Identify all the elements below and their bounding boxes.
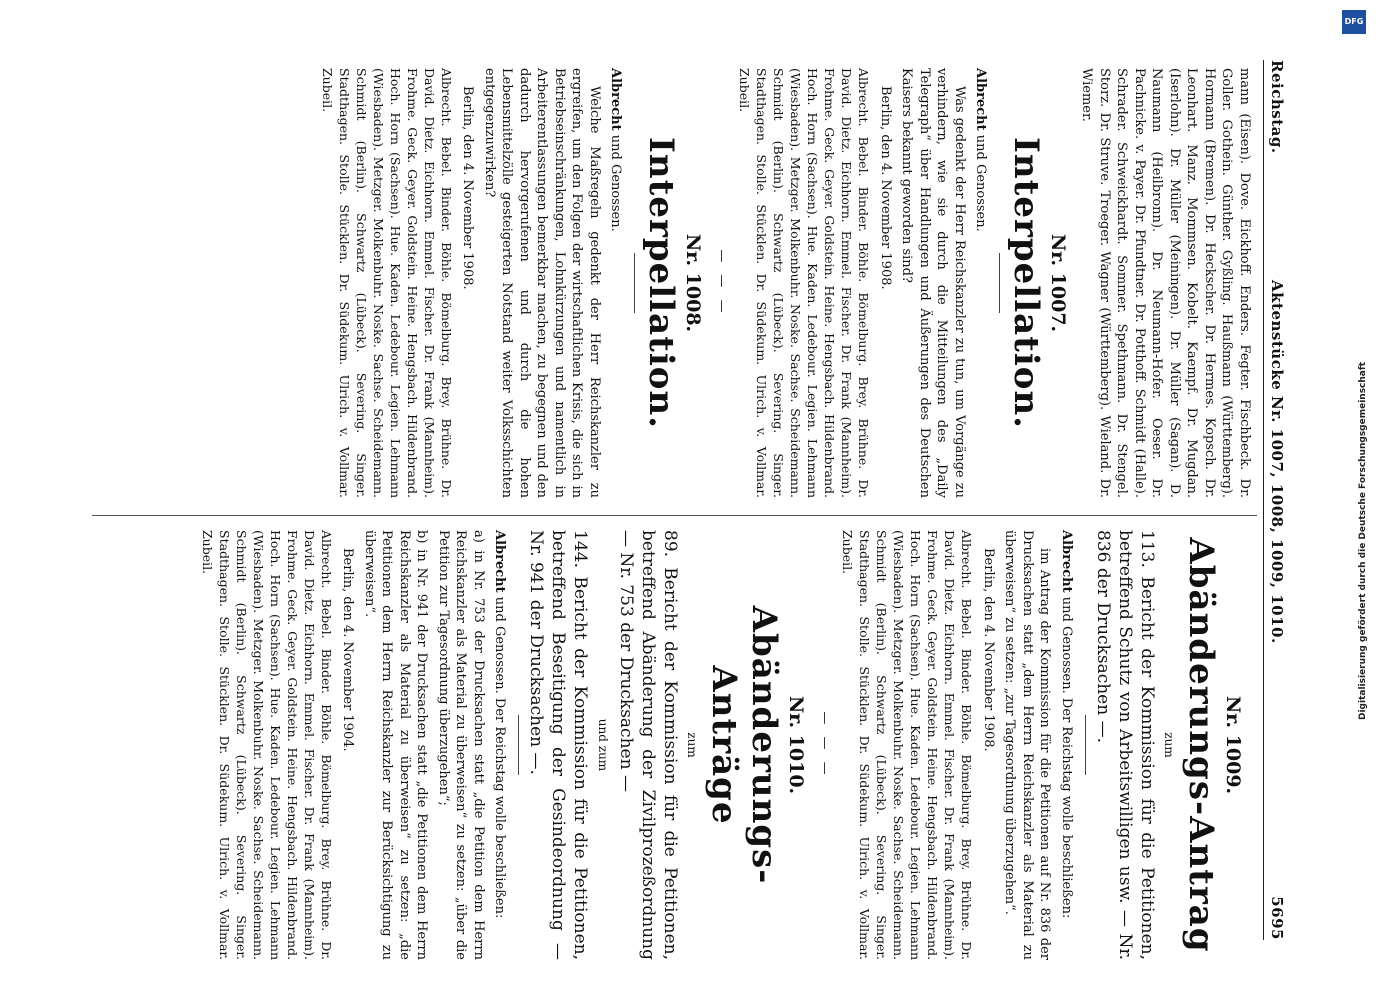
running-header xyxy=(1263,60,1288,940)
lead-rest: und Genossen. xyxy=(608,130,624,232)
movers xyxy=(491,530,509,960)
movers xyxy=(607,68,625,498)
movers xyxy=(972,68,990,498)
section-title: Abänderungs-Antrag xyxy=(1181,537,1222,953)
member-list-continued: mann (Eisen). Dove. Eickhoff. Enders. Fegter. Fischbeck. Dr. Goller. Gothein. Günther. Gyßling. Haußmann (Württemberg). Hormann (Bremen). Dr. Heckscher. Dr. Hermes. Kopsch. Dr. Leonhart. Manz. Mommsen. Kobelt. Kaempf. Dr. Mugdan. (Iserlohn). Dr. Müller (Meiningen). Dr. Müller (Sagan). D. Naumann (Heilbronn). Dr. Neumann-Hofer. Oeser. Dr. Pachnicke. v. Payer. Dr. Pfundtner. Dr. Potthoff. Schmidt (Halle). Schrader. Schweickhardt. Sommer. Spethmann. Dr. Stengel. Storz. Dr. Struve. Troeger. Wagner (Württemberg). Wieland. Dr. Wiemer. xyxy=(1079,68,1252,498)
report-subject: 144. Bericht der Kommission für die Petitionen, betreffend Beseitigung der Gesindeordnung — Nr. 941 der Drucksachen —. xyxy=(526,530,591,960)
section-title: Interpellation. xyxy=(641,137,682,429)
lead-name: Albrecht xyxy=(608,68,624,131)
signatories: Albrecht. Bebel. Binder. Böhle. Bömelburg. Brey. Brühne. Dr. David. Dietz. Eichhorn. Emmel. Fischer. Dr. Frank (Mannheim). Frohme. Geck. Geyer. Goldstein. Heine. Hengsbach. Hildenbrand. Hoch. Horn (Sachsen). Hue. Kaden. Ledebour. Legien. Lehmann (Wiesbaden). Metzger. Molkenbuhr. Noske. Sachse. Scheidemann. Schmidt (Berlin). Schwartz (Lübeck). Severing. Singer. Stadthagen. Stolle. Stücklen. Dr. Südekum. Ulrich. v. Vollmar. Zubeil. xyxy=(200,530,334,960)
date-line: Berlin, den 4. November 1908. xyxy=(981,548,996,752)
section-number: Nr. 1007. xyxy=(1047,233,1069,333)
short-rule xyxy=(1085,715,1086,775)
page-number: 5695 xyxy=(1268,896,1286,940)
motion-text: im Antrag der Kommission für die Petitionen auf Nr. 836 der Drucksachen statt „dem Herrn Reichskanzler als Material zu überweisen“ zu setzen: „zur Tagesordnung überzugehen“. xyxy=(1002,530,1053,960)
header-left: Reichstag. xyxy=(1268,60,1286,154)
column-divider xyxy=(92,515,1257,516)
interpellation-text: Was gedenkt der Herr Reichskanzler zu tun, um Vorgänge zu verhindern, wie sie durch die Mitteilungen des „Daily Telegraph“ über Handlungen und Äußerungen des Deutschen Kaisers bekannt geworden sind? xyxy=(899,68,967,498)
report-subject: 89. Bericht der Kommission für die Petitionen, betreffend Abänderung der Zivilprozeßordnung — Nr. 753 der Drucksachen — xyxy=(616,530,680,960)
und-zum-label: und zum xyxy=(596,718,610,772)
movers xyxy=(1058,530,1076,960)
date-line: Berlin, den 4. November 1908. xyxy=(460,86,476,290)
dfg-logo: DFG xyxy=(1342,10,1366,34)
signatories: Albrecht. Bebel. Binder. Böhle. Bömelburg. Brey. Brühne. Dr. David. Dietz. Eichhorn. Emmel. Fischer. Dr. Frank (Mannheim). Frohme. Geck. Geyer. Goldstein. Heine. Hengsbach. Hildenbrand. Hoch. Horn (Sachsen). Hue. Kaden. Ledebour. Legien. Lehmann (Wiesbaden). Metzger. Molkenbuhr. Noske. Sachse. Scheidemann. Schmidt (Berlin). Schwartz (Lübeck). Severing. Singer. Stadthagen. Stolle. Stücklen. Dr. Südekum. Ulrich. v. Vollmar. Zubeil. xyxy=(320,68,454,498)
date-line: Berlin, den 4. November 1904. xyxy=(340,548,356,752)
lead-rest: und Genossen. xyxy=(973,130,989,232)
signatories: Albrecht. Bebel. Binder. Böhle. Bömelburg. Brey. Brühne. Dr. David. Dietz. Eichhorn. Emmel. Fischer. Dr. Frank (Mannheim). Frohme. Geck. Geyer. Goldstein. Heine. Hengsbach. Hildenbrand. Hoch. Horn (Sachsen). Hue. Kaden. Ledebour. Legien. Lehmann (Wiesbaden). Metzger. Molkenbuhr. Noske. Sachse. Scheidemann. Schmidt (Berlin). Schwartz (Lübeck). Severing. Singer. Stadthagen. Stolle. Stücklen. Dr. Südekum. Ulrich. v. Vollmar. Zubeil. xyxy=(737,68,872,498)
motion-item-b: b) in Nr. 941 der Drucksachen statt „die Petitionen dem Herrn Reichskanzler als Material zu überweisen“ zu setzen: „die Petitionen dem Herrn Reichskanzler zur Berücksichtigung zu überweisen“. xyxy=(362,530,430,960)
short-rule xyxy=(519,715,520,775)
interpellation-text: Welche Maßregeln gedenkt der Herr Reichskanzler zu ergreifen, um den Folgen der wirtschaftlichen Krisis, die sich in Betriebseinschränkungen, Lohnkürzungen und namentlich in Arbeiterentlassungen bemerkbar machen, zu begegnen und den dadurch hervorgerufenen und durch die hohen Lebensmittelzölle gesteigerten Notstand weiter Volksschichten entgegenzuwirken? xyxy=(482,68,602,498)
left-column xyxy=(315,68,1253,498)
section-number: Nr. 1009. xyxy=(1222,695,1244,795)
lead-name: Albrecht xyxy=(1059,530,1074,593)
short-rule xyxy=(1000,253,1001,313)
date-line: Berlin, den 4. November 1908. xyxy=(878,86,893,290)
section-title: Abänderungs-Anträge xyxy=(704,605,785,885)
report-subject: 113. Bericht der Kommission für die Petitionen, betreffend Schutz von Arbeitswilligen usw. — Nr. 836 der Drucksachen —. xyxy=(1093,530,1157,960)
lead-name: Albrecht xyxy=(492,530,508,593)
right-column xyxy=(195,530,1253,960)
signatories: Albrecht. Bebel. Binder. Böhle. Bömelburg. Brey. Brühne. Dr. David. Dietz. Eichhorn. Emmel. Fischer. Dr. Frank (Mannheim). Frohme. Geck. Geyer. Goldstein. Heine. Hengsbach. Hildenbrand. Hoch. Horn (Sachsen). Hue. Kaden. Ledebour. Legien. Lehmann (Wiesbaden). Metzger. Molkenbuhr. Noske. Sachse. Scheidemann. Schmidt (Berlin). Schwartz (Lübeck). Severing. Singer. Stadthagen. Stolle. Stücklen. Dr. Südekum. Ulrich. v. Vollmar. Zubeil. xyxy=(840,530,975,960)
lead-name: Albrecht xyxy=(973,68,989,131)
section-title: Interpellation. xyxy=(1006,137,1047,429)
short-rule xyxy=(635,253,636,313)
section-number: Nr. 1008. xyxy=(682,233,704,333)
header-center: Aktenstücke Nr. 1007, 1008, 1009, 1010. xyxy=(1268,280,1286,644)
lead-rest: und Genossen. Der Reichstag wolle beschließen: xyxy=(492,592,508,919)
lead-rest: und Genossen. Der Reichstag wolle beschließen: xyxy=(1059,592,1074,919)
section-number: Nr. 1010. xyxy=(785,695,807,795)
separator: — — — xyxy=(714,249,730,317)
separator: — — — xyxy=(817,711,833,779)
zum-label: zum xyxy=(1162,732,1177,758)
digitization-credit: Digitalisierung gefördert durch die Deutsche Forschungsgemeinschaft xyxy=(1358,361,1368,720)
motion-item-a: a) in Nr. 753 der Drucksachen statt „die Petition dem Herrn Reichskanzler als Material zu überweisen“ zu setzen: „über die Petition zur Tagesordnung überzugehen“; xyxy=(436,530,486,960)
zum-label: zum xyxy=(685,732,700,758)
